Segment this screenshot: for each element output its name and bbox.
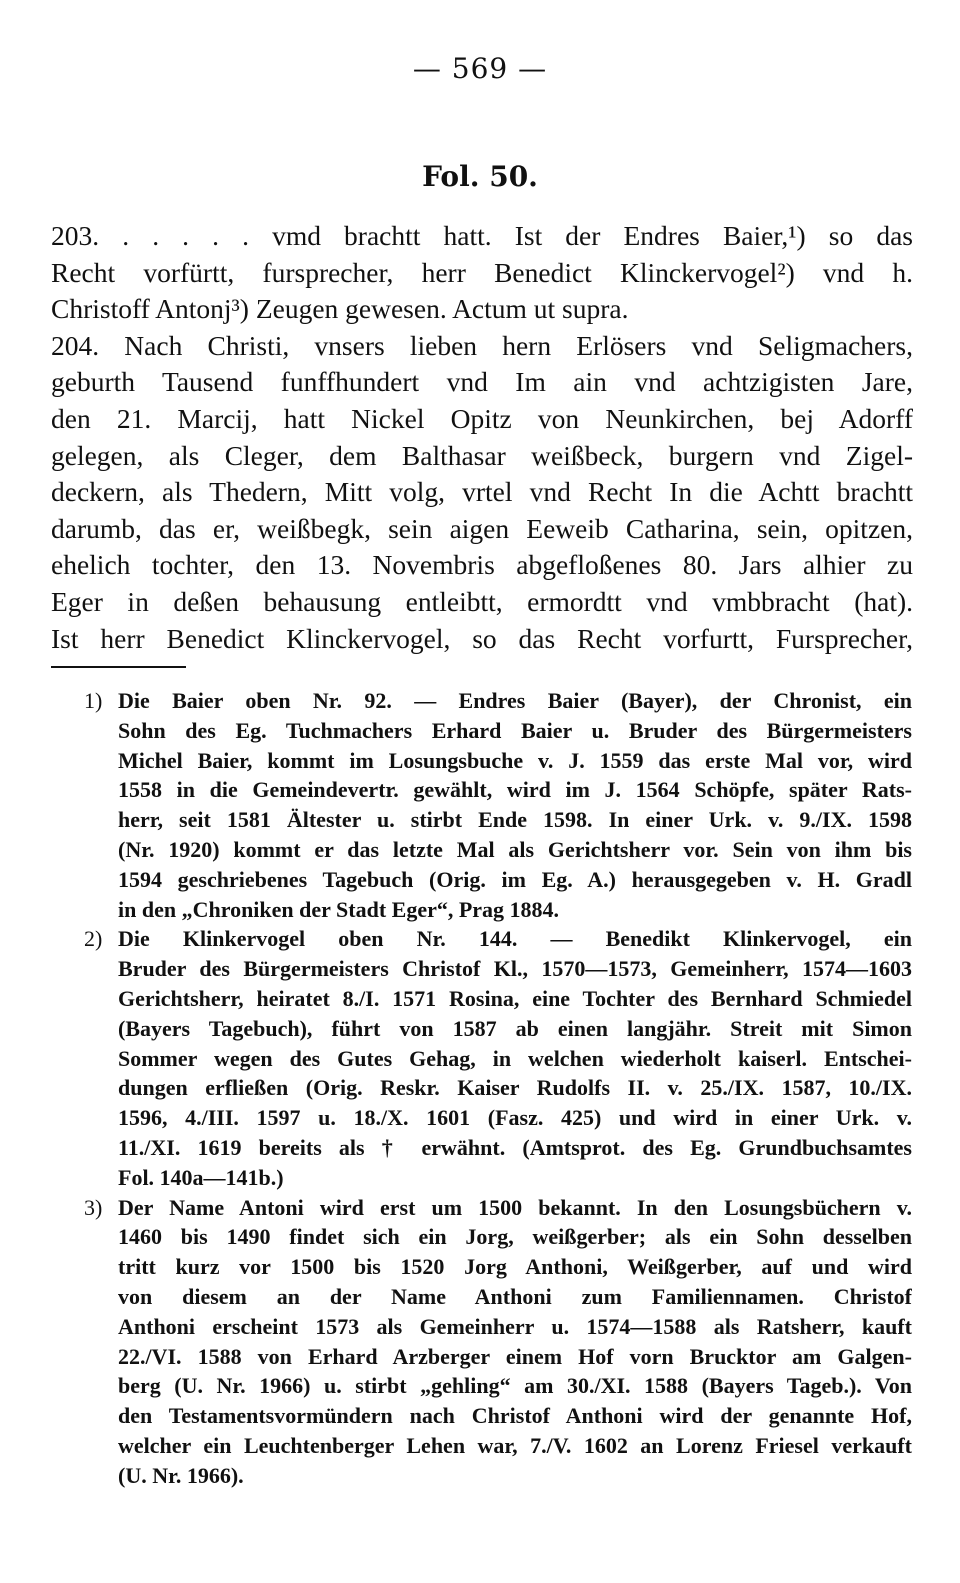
text-line: Recht vorfürtt, fursprecher, herr Benedict Klinckervogel²) vnd h. [51,256,913,288]
footnote-line: welcher ein Leuchtenberger Lehen war, 7./V. 1602 an Lorenz Friesel verkauft [118,1432,912,1458]
footnote-line: 1594 geschriebenes Tagebuch (Orig. im Eg. A.) herausgegeben v. H. Gradl [118,866,912,892]
footnote-line: Die Klinkervogel oben Nr. 144. — Benedikt Klinkervogel, ein [118,926,912,952]
footnote-line: 1460 bis 1490 findet sich ein Jorg, weißgerber; als ein Sohn desselben [118,1224,912,1250]
footnote [84,1193,912,1491]
text-line: 204. Nach Christi, vnsers lieben hern Erlösers vnd Seligmachers, [51,329,913,361]
footnote-divider [51,666,186,668]
footnote-line: berg (U. Nr. 1966) u. stirbt „gehling“ am 30./XI. 1588 (Bayers Tageb.). Von [118,1373,912,1399]
text-line: den 21. Marcij, hatt Nickel Opitz von Neunkirchen, bej Adorff [51,402,913,434]
main-text [51,218,913,657]
footnote-line: (Bayers Tagebuch), führt von 1587 ab einen langjähr. Streit mit Simon [118,1015,912,1041]
footnote-marker: 2) [84,926,103,952]
text-line: deckern, als Thedern, Mitt volg, vrtel vnd Recht In die Achtt brachtt [51,476,913,508]
footnote-body [118,686,912,924]
footnote-line: Michel Baier, kommt im Losungsbuche v. J. 1559 das erste Mal vor, wird [118,747,912,773]
footnotes [84,686,912,1491]
page-number: — 569 — [412,52,548,85]
footnote-line: Sohn des Eg. Tuchmachers Erhard Baier u. Bruder des Bürgermeisters [118,717,912,743]
text-line: gelegen, als Cleger, dem Balthasar weißbeck, burgern vnd Zigel- [51,439,913,471]
footnote [84,924,912,1192]
footnote-line: Gerichtsherr, heiratet 8./I. 1571 Rosina, eine Tochter des Bernhard Schmiedel [118,985,912,1011]
footnote-line: Die Baier oben Nr. 92. — Endres Baier (Bayer), der Chronist, ein [118,688,912,713]
footnote-line: 1558 in die Gemeindevertr. gewählt, wird im J. 1564 Schöpfe, später Rats- [118,777,912,803]
text-line: darumb, das er, weißbegk, sein aigen Eeweib Catharina, sein, opitzen, [51,512,913,544]
footnote-body [118,1193,912,1491]
footnote-line: herr, seit 1581 Ältester u. stirbt Ende 1598. In einer Urk. v. 9./IX. 1598 [118,807,912,833]
footnote-line: tritt kurz vor 1500 bis 1520 Jorg Anthoni, Weißgerber, auf und wird [118,1254,912,1280]
text-line: Ist herr Benedict Klinckervogel, so das Recht vorfurtt, Fursprecher, [51,622,913,654]
text-line: Eger in deßen behausung entleibtt, ermordtt vnd vmbbracht (hat). [51,585,913,617]
footnote [84,686,912,924]
footnote-marker: 3) [84,1194,103,1220]
text-line: geburth Tausend funffhundert vnd Im ain vnd achtzigisten Jare, [51,366,913,398]
footnote-line: dungen erfließen (Orig. Reskr. Kaiser Rudolfs II. v. 25./IX. 1587, 10./IX. [118,1075,912,1101]
footnote-line: Anthoni erscheint 1573 als Gemeinherr u. 1574—1588 als Ratsherr, kauft [118,1313,912,1339]
text-line: ehelich tochter, den 13. Novembris abgefloßenes 80. Jars alhier zu [51,549,913,581]
footnote-line: Sommer wegen des Gutes Gehag, in welchen wiederholt kaiserl. Entschei- [118,1045,912,1071]
footnote-line: Bruder des Bürgermeisters Christof Kl., 1570—1573, Gemeinherr, 1574—1603 [118,956,912,982]
footnote-body [118,924,912,1192]
footnote-marker: 1) [84,688,103,713]
footnote-line: (Nr. 1920) kommt er das letzte Mal als Gerichtsherr vor. Sein von ihm bis [118,836,912,862]
text-line: 203. . . . . . vmd brachtt hatt. Ist der Endres Baier,¹) so das [51,220,913,251]
footnote-line: in den „Chroniken der Stadt Eger“, Prag 1884. [118,896,560,922]
footnote-line: (U. Nr. 1966). [118,1462,244,1488]
footnote-line: den Testamentsvormündern nach Christof Anthoni wird der genannte Hof, [118,1403,912,1429]
footnote-line: 1596, 4./III. 1597 u. 18./X. 1601 (Fasz. 425) und wird in einer Urk. v. [118,1105,912,1131]
footnote-line: 11./XI. 1619 bereits als † erwähnt. (Amtsprot. des Eg. Grundbuchsamtes [118,1134,912,1160]
footnote-line: Der Name Antoni wird erst um 1500 bekannt. In den Losungsbüchern v. [118,1194,912,1220]
footnote-line: Fol. 140a—141b.) [118,1164,284,1190]
text-line: Christoff Antonj³) Zeugen gewesen. Actum ut supra. [51,293,629,325]
footnote-line: von diesem an der Name Anthoni zum Familiennamen. Christof [118,1283,912,1309]
footnote-line: 22./VI. 1588 von Erhard Arzberger einem Hof vorn Brucktor am Galgen- [118,1343,912,1369]
folio-heading: Fol. 50. [422,160,538,193]
